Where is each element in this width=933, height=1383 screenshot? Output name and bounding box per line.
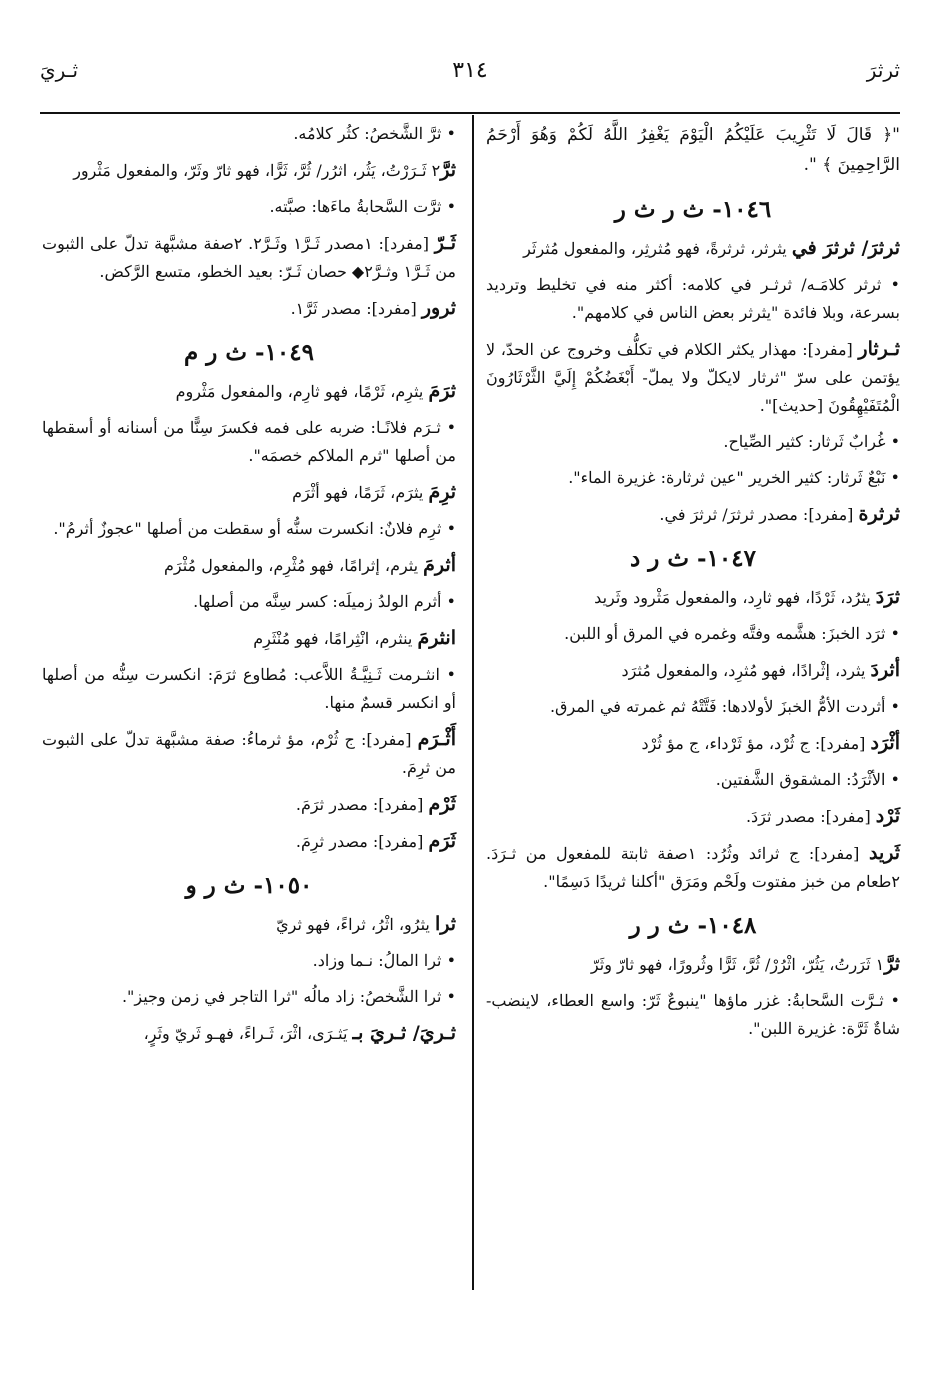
dictionary-entry — [42, 156, 456, 185]
headword: ثرا — [434, 913, 456, 935]
dictionary-entry — [42, 377, 456, 406]
headword: ثـريَ/ ثـريَ بـ — [352, 1022, 456, 1044]
headword: ثرثرَ/ ثرثرَ في — [791, 237, 900, 259]
entry-definition: [مفرد]: مصدر ثرَدَ. — [745, 807, 876, 826]
headword: أثردَ — [870, 659, 900, 681]
headword: ثرور — [421, 297, 456, 319]
dictionary-entry — [486, 839, 900, 896]
definition-line: • ثرِم فلانٌ: انكسرت سنُّه أو سقطت من أصلها "عجوزٌ أثرمُ". — [53, 519, 456, 538]
left-column — [42, 120, 456, 1056]
entry-definition: يَثـرَى، اثْرَ، ثَـراءً، فهـو ثَريّ وثَرٍ، — [143, 1024, 353, 1043]
entry-definition: [مفرد]: ج ثُرْم، مؤ ثرماءُ: صفة مشبَّهة تدلّ على الثبوت من ثرِمَ. — [42, 730, 456, 777]
header-right-word: ثرثرَ — [866, 58, 900, 82]
definition-line: • الأثْرَدُ: المشقوق الشَّفتين. — [715, 770, 900, 789]
dictionary-entry — [486, 234, 900, 263]
entry-definition: [مفرد]: مصدر ثرِمَ. — [295, 832, 429, 851]
dictionary-entry — [486, 335, 900, 420]
headword: انثرمَ — [417, 627, 456, 649]
headword: ثَرَم — [428, 830, 456, 852]
root-heading: ١٠٤٧- ث ر د — [630, 545, 756, 572]
definition-line: • ثرَّ الشَّخصُ: كثُر كلامُه. — [293, 124, 456, 143]
entry-definition: [مفرد]: ج ثرائد وثُرُد: ١صفة ثابتة للمفعول من ثـرَدَ. ٢طعام من خبز مفتوت ولَحْم ومَرَق "أكلنا ثريدًا دَسِمًا". — [486, 844, 900, 891]
entry-definition: [مفرد]: ج ثُرْد، مؤ ثَرْداء، ج مؤ ثُرْد — [641, 734, 871, 753]
dictionary-entry — [42, 827, 456, 856]
dictionary-entry — [42, 294, 456, 323]
definition-line: • غُرابٌ ثَرثار: كثير الصِّياح. — [723, 432, 900, 451]
dictionary-entry — [42, 910, 456, 939]
dictionary-entry — [42, 725, 456, 782]
dictionary-entry — [42, 229, 456, 286]
definition-line: • نَبْعٌ ثَرثار: كثير الخرير "عين ثرثارة: غزيرة الماء". — [568, 468, 900, 487]
entry-definition: يثرد، إثْرادًا، فهو مُثرِد، والمفعول مُثرَد — [621, 661, 871, 680]
headword: ثَريد — [868, 842, 901, 864]
dictionary-entry — [42, 551, 456, 580]
headword: ثـرثار — [858, 338, 900, 360]
entry-definition: يثرم، إثرامًا، فهو مُثْرِم، والمفعول مُثْرَم — [163, 556, 424, 575]
entry-definition: يثرَم، ثَرَمًا، فهو أثْرَم — [292, 483, 429, 502]
dictionary-entry — [42, 1019, 456, 1048]
definition-line: • ثـرَم فلانًـا: ضربه على فمه فكسرَ سِنًّا من أسنانه أو أسقطها من أصلها "ثرم الملاكم خصمَه". — [42, 418, 456, 465]
definition-line: • ثرا الشَّخصُ: زاد مالُه "ثرا التاجر في زمن وجيز". — [121, 987, 456, 1006]
dictionary-entry — [486, 950, 900, 979]
dictionary-entry — [42, 790, 456, 819]
entry-definition: يثرثر، ثرثرةً، فهو مُثرثِر، والمفعول مُثرثَر — [523, 239, 792, 258]
dictionary-entry — [486, 656, 900, 685]
entry-definition: [مفرد]: ١مصدر ثَـرَّ١ وثَـرَّ٢. ٢صفة مشبَّهة تدلّ على الثبوت من ثَـرَّ١ وثـرَّ٢◆ حصان ثَـرّ: بعيد الخطو، متسع الرَّكض. — [42, 234, 456, 281]
headword: ثَرْم — [428, 793, 456, 815]
root-heading: ١٠٥٠- ث ر و — [185, 872, 313, 899]
definition-line: • أثردت الأمُّ الخبزَ لأولادها: فَتَّتْهُ ثم غمرته في المرق. — [549, 697, 900, 716]
dictionary-entry — [42, 624, 456, 653]
root-heading: ١٠٤٦- ث ر ث ر — [614, 196, 772, 223]
headword: أثْرَد — [870, 732, 900, 754]
entry-definition: [مفرد]: مهذار يكثر الكلام في تكلُّف وخروج عن الحدّ، لا يؤتمن على سرّ "ثرثار لايكلّ ولا يملّ- أَبْغَضُكُمْ إِلَيَّ الثَّرْثَارُونَ الْمُتَفَيْهِقُونَ [حديث]". — [486, 340, 900, 415]
header-left-word: ثـريَ — [40, 58, 79, 82]
page-number: ٣١٤ — [452, 58, 488, 83]
entry-definition: [مفرد]: مصدر ثرَمَ. — [295, 795, 429, 814]
entry-definition: يثرُو، اثْرُ، ثراءً، فهو ثريّ — [276, 915, 435, 934]
definition-line: • ثرثر كلامَـه/ ثرثـر في كلامه: أكثر منه في تخليط وترديد بسرعة، وبلا فائدة "يثرثر بعض الناس في كلامهم". — [486, 275, 900, 322]
entry-definition: ٢ ثَـرَرْتُ، يَثُر، اثرُر/ ثُرَّ، ثَرًّا، فهو ثارّ وثَرّ، والمفعول مَثْرور — [73, 161, 441, 180]
definition-line: • أثرم الولدُ زميلَه: كسر سِنَّه من أصلها. — [193, 592, 456, 611]
headword: ثرِمَ — [428, 481, 456, 503]
dictionary-entry — [486, 583, 900, 612]
headword: أثرمَ — [423, 554, 456, 576]
right-column — [486, 120, 900, 1051]
entry-definition: ١ ثَرَرتُ، يَثُرّ، اثْرُرْ/ ثُرَّ، ثَرًّا وثُرورًا، فهو ثارّ وثَرّ — [590, 955, 885, 974]
quran-verse: "﴿ قَالَ لَا تَثْرِيبَ عَلَيْكُمُ الْيَوْمَ يَغْفِرُ اللَّهُ لَكُمْ وَهُوَ أَرْحَمُ الرَّاحِمِينَ ﴾ ". — [486, 125, 900, 175]
headword: أَثْـرَم — [417, 728, 456, 750]
entry-definition: يثرِم، ثَرْمًا، فهو ثارِم، والمفعول مَثْروم — [175, 382, 429, 401]
headword: ثَـرّ — [434, 232, 457, 254]
headword: ثرَّ — [884, 953, 900, 975]
headword: ثرَدَ — [875, 586, 900, 608]
definition-line: • انثـرمت ثَـنِيَّـةُ اللاَّعب: مُطاوع ثرَمَ: انكسرت سِنُّه من أصلها أو انكسر قسمٌ منها. — [42, 665, 456, 712]
entry-definition: [مفرد]: مصدر ثَرَّ١. — [290, 299, 422, 318]
root-heading: ١٠٤٩- ث ر م — [184, 339, 314, 366]
definition-line: • ثرا المالُ: نـما وزاد. — [312, 951, 456, 970]
column-divider — [472, 115, 474, 1290]
entry-definition: [مفرد]: مصدر ثرثرَ/ ثرثرَ في. — [659, 505, 859, 524]
headword: ثَرْد — [875, 805, 900, 827]
dictionary-entry — [42, 478, 456, 507]
headword: ثرثرة — [858, 503, 900, 525]
headword: ثرَمَ — [428, 380, 456, 402]
definition-line: • ثـرَّت السَّحابةُ: غزر ماؤها "ينبوعٌ ثَرّ: واسع العطاء، لاينضب- شاةٌ ثَرَّة: غزيرة اللبن". — [486, 991, 900, 1038]
entry-definition: يثرُد، ثَرْدًا، فهو ثارِد، والمفعول مَثْرود وثَريد — [594, 588, 876, 607]
header-rule — [40, 112, 900, 114]
entry-definition: ينثرم، انْثِرامًا، فهو مُنْثَرِم — [253, 629, 418, 648]
root-heading: ١٠٤٨- ث ر ر — [629, 912, 757, 939]
definition-line: • ثرَّت السَّحابةُ ماءَها: صبَّته. — [269, 197, 456, 216]
dictionary-entry — [486, 500, 900, 529]
dictionary-entry — [486, 802, 900, 831]
headword: ثرَّ — [440, 159, 456, 181]
page-header — [40, 58, 900, 98]
dictionary-entry — [486, 729, 900, 758]
definition-line: • ثرَد الخبزَ: هشَّمه وفتَّه وغمره في المرق أو اللبن. — [564, 624, 900, 643]
